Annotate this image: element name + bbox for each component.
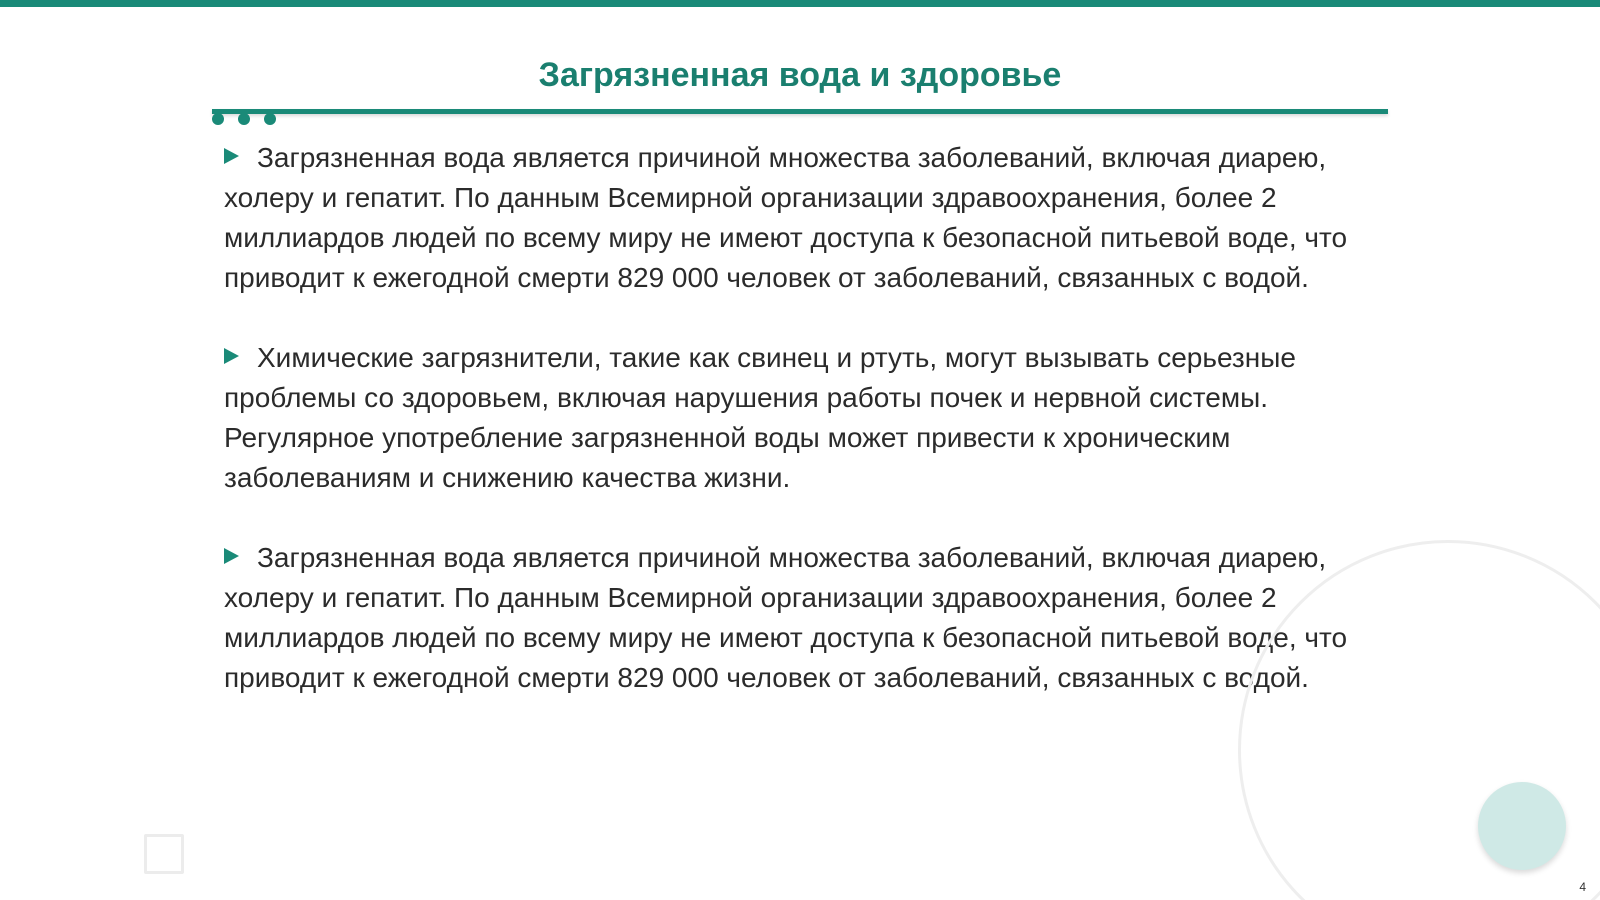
bullet-text: Химические загрязнители, такие как свинец и ртуть, могут вызывать серьезные проблемы со здоровьем, включая нарушения работы почек и нервной системы. Регулярное употребление загрязненной воды может привести к хроническим заболеваниям и снижению качества жизни. [224, 342, 1296, 493]
slide-body [224, 138, 1384, 738]
bullet-paragraph-2 [224, 338, 1384, 498]
decor-square [144, 834, 184, 874]
decor-dot [264, 113, 276, 125]
bullet-text: Загрязненная вода является причиной множества заболеваний, включая диарею, холеру и гепатит. По данным Всемирной организации здравоохранения, более 2 миллиардов людей по всему миру не имеют доступа к безопасной питьевой воде, что приводит к ежегодной смерти 829 000 человек от заболеваний, связанных с водой. [224, 542, 1348, 693]
bullet-paragraph-1 [224, 138, 1384, 298]
decor-dot [238, 113, 250, 125]
decor-dot [212, 113, 224, 125]
bullet-paragraph-3 [224, 538, 1384, 698]
decor-circle-filled [1478, 782, 1566, 870]
top-accent-bar [0, 0, 1600, 7]
slide-title: Загрязненная вода и здоровье [538, 56, 1062, 94]
arrow-right-icon [224, 548, 239, 564]
title-underline [212, 109, 1388, 114]
arrow-right-icon [224, 348, 239, 364]
arrow-right-icon [224, 148, 239, 164]
page-number: 4 [1579, 880, 1586, 894]
bullet-text: Загрязненная вода является причиной множества заболеваний, включая диарею, холеру и гепатит. По данным Всемирной организации здравоохранения, более 2 миллиардов людей по всему миру не имеют доступа к безопасной питьевой воде, что приводит к ежегодной смерти 829 000 человек от заболеваний, связанных с водой. [224, 142, 1348, 293]
